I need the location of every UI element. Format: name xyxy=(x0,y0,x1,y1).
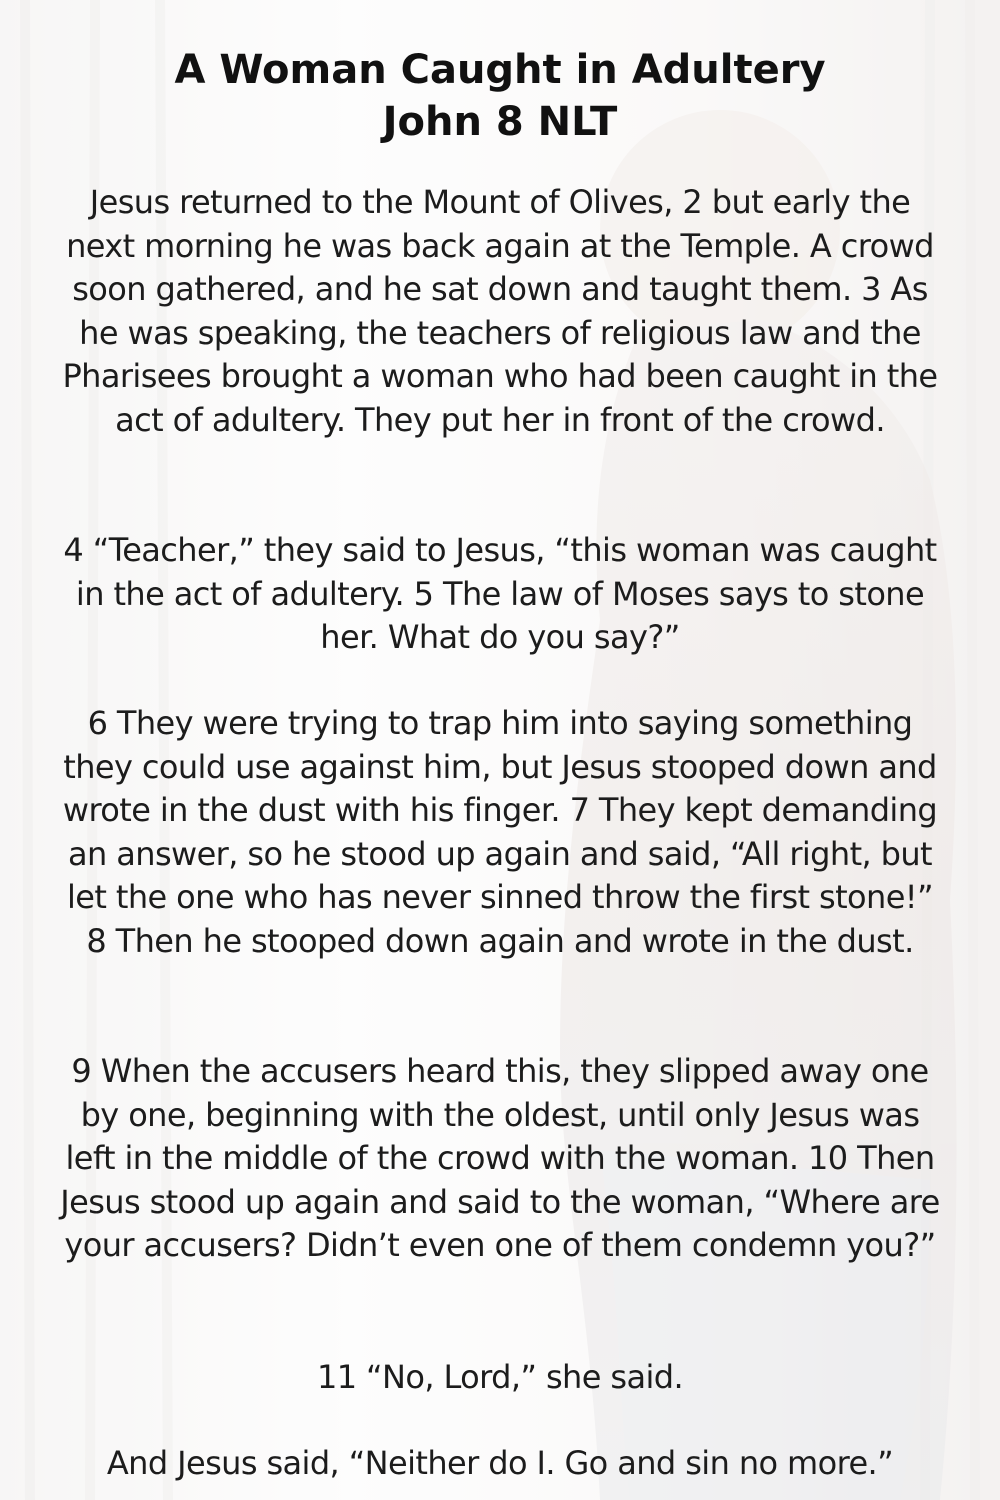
paragraph-verses-9-10: 9 When the accusers heard this, they slipped away one by one, beginning with the oldest, until only Jesus was left in the middle of the crowd with the woman. 10 Then Jesus stood up again and said to the woman, “Where are your accusers? Didn’t even one of them condemn you?” xyxy=(60,1052,940,1265)
page-title xyxy=(0,44,1000,148)
paragraph-verse-11a: 11 “No, Lord,” she said. xyxy=(316,1358,684,1396)
paragraph-verse-11b: And Jesus said, “Neither do I. Go and sin no more.” xyxy=(106,1444,894,1482)
title-line-2: John 8 NLT xyxy=(382,99,618,145)
paragraph-verses-4-5: 4 “Teacher,” they said to Jesus, “this woman was caught in the act of adultery. 5 The law of Moses says to stone her. What do you say?” xyxy=(63,531,937,657)
title-line-1: A Woman Caught in Adultery xyxy=(174,47,826,93)
paragraph-verses-6-8: 6 They were trying to trap him into saying something they could use against him, but Jesus stooped down and wrote in the dust with his finger. 7 They kept demanding an answer, so he stood up again and said, “All right, but let the one who has never sinned throw the first stone!” 8 Then he stooped down again and wrote in the dust. xyxy=(62,704,938,960)
paragraph-verses-1-3: Jesus returned to the Mount of Olives, 2 but early the next morning he was back again at the Temple. A crowd soon gathered, and he sat down and taught them. 3 As he was speaking, the teachers of religious law and the Pharisees brought a woman who had been caught in the act of adultery. They put her in front of the crowd. xyxy=(62,183,938,439)
